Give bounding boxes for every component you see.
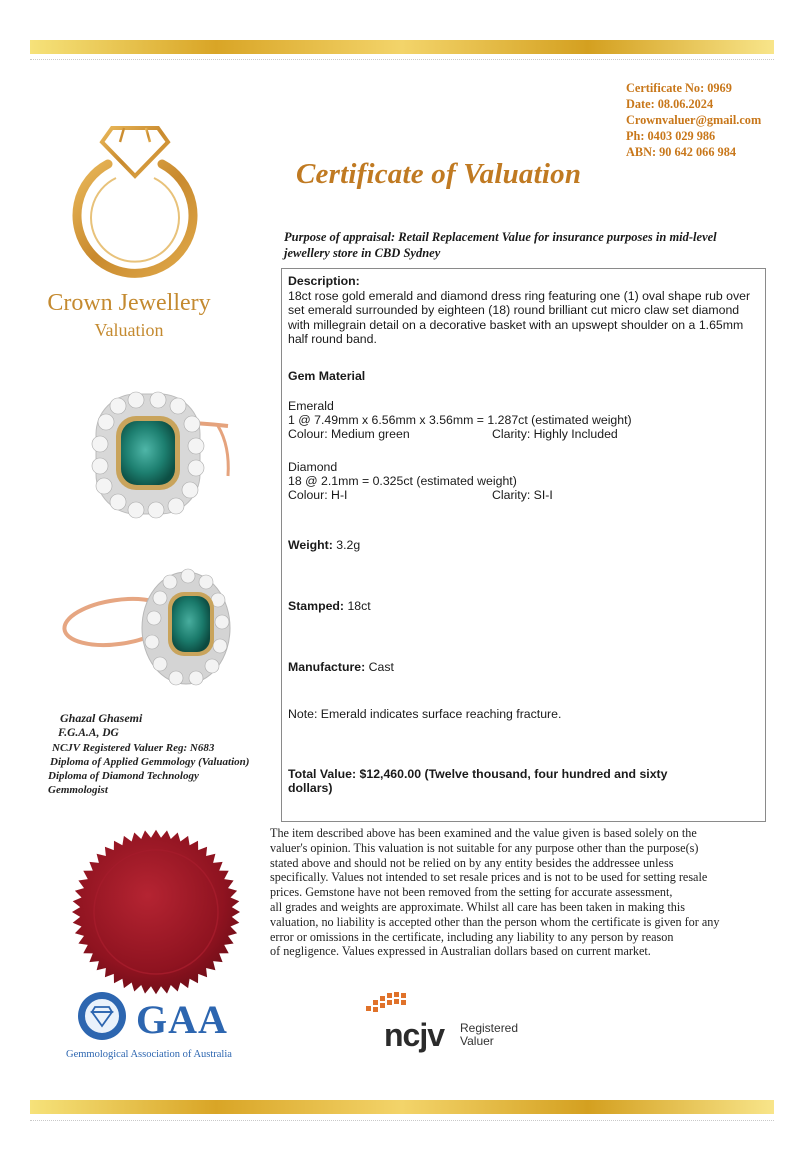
page-title: Certificate of Valuation <box>296 158 582 190</box>
manufacture-row <box>288 660 758 674</box>
valuer-registration: NCJV Registered Valuer Reg: N683 <box>52 742 215 754</box>
ncjv-wordmark: ncjv <box>384 1017 445 1053</box>
valuer-quals: F.G.A.A, DG <box>58 727 119 739</box>
emerald-block <box>288 399 758 441</box>
gaa-full-name: Gemmological Association of Australia <box>66 1049 232 1060</box>
diamond-name: Diamond <box>288 460 338 474</box>
emerald-clarity: Clarity: Highly Included <box>492 427 618 441</box>
description-heading: Description: <box>288 274 360 288</box>
disclaimer-line: prices. Gemstone have not been removed from the setting for accurate assessment, <box>270 885 673 900</box>
weight-label: Weight: <box>288 538 333 552</box>
appraisal-purpose: Purpose of appraisal: Retail Replacement Value for insurance purposes in mid-level jewellery store in CBD Sydney <box>284 230 717 260</box>
ncjv-registered: Registered <box>460 1021 519 1035</box>
gaa-logo-text: GAA <box>136 997 228 1042</box>
ncjv-valuer: Valuer <box>460 1034 494 1048</box>
disclaimer-text <box>270 826 770 959</box>
valuer-diploma-diamond: Diploma of Diamond Technology <box>48 770 199 782</box>
bottom-dotted-rule <box>30 1120 774 1121</box>
ring-side-photo <box>58 562 234 700</box>
weight-value: 3.2g <box>332 538 361 552</box>
description-section <box>288 274 758 347</box>
gem-material-heading: Gem Material <box>288 369 366 383</box>
brand-subtitle: Valuation <box>94 320 164 340</box>
disclaimer-line: specifically. Values not intended to set resale prices and is not to be used for setting resale <box>270 870 708 885</box>
description-text: 18ct rose gold emerald and diamond dress ring featuring one (1) oval shape rub over set emerald surrounded by eighteen (18) round brilliant cut micro claw set diamond with millegrain detail on a decorative basket with an upswept shoulder on a 1.65mm half round band. <box>288 288 751 346</box>
valuer-name: Ghazal Ghasemi <box>60 711 143 725</box>
top-dotted-rule <box>30 59 774 60</box>
stamped-label: Stamped: <box>288 599 345 613</box>
certificate-number: Certificate No: 0969 <box>626 81 732 95</box>
top-gold-bar <box>30 40 774 54</box>
note-text: Note: Emerald indicates surface reaching fracture. <box>288 707 562 721</box>
certificate-email: Crownvaluer@gmail.com <box>626 113 762 127</box>
total-value-line2: dollars) <box>288 781 333 795</box>
manufacture-label: Manufacture: <box>288 660 366 674</box>
valuer-role: Gemmologist <box>48 784 108 796</box>
disclaimer-line: valuer's opinion. This valuation is not suitable for any purpose other than the purpose(s) <box>270 840 699 855</box>
valuation-details-box <box>281 268 766 822</box>
disclaimer-line: valuation, no liability is accepted other than the person whom the certificate is given for any <box>270 914 720 929</box>
weight-row <box>288 538 758 552</box>
diamond-colour: Colour: H-I <box>288 488 348 502</box>
certificate-date: Date: 08.06.2024 <box>626 97 714 111</box>
disclaimer-line: stated above and should not be relied on by any entity besides the addressee unless <box>270 855 674 870</box>
disclaimer-line: error or omissions in the certificate, including any liability to any person by reason <box>270 929 674 944</box>
stamped-value: 18ct <box>344 599 371 613</box>
emerald-detail: 1 @ 7.49mm x 6.56mm x 3.56mm = 1.287ct (estimated weight) <box>288 413 632 427</box>
bottom-gold-bar <box>30 1100 774 1114</box>
crown-ring-logo-icon <box>60 114 210 289</box>
emerald-colour: Colour: Medium green <box>288 427 410 441</box>
valuer-diploma-applied: Diploma of Applied Gemmology (Valuation) <box>50 756 250 768</box>
disclaimer-line: of negligence. Values expressed in Australian dollars based on current market. <box>270 944 651 959</box>
emerald-name: Emerald <box>288 399 334 413</box>
certificate-phone: Ph: 0403 029 986 <box>626 129 716 143</box>
disclaimer-line: all grades and weights are approximate. Whilst all care has been taken in making this <box>270 899 686 914</box>
diamond-clarity: Clarity: SI-I <box>492 488 553 502</box>
stamped-row <box>288 599 758 613</box>
diamond-detail: 18 @ 2.1mm = 0.325ct (estimated weight) <box>288 474 517 488</box>
total-value <box>288 767 758 795</box>
certificate-info <box>626 80 761 160</box>
red-wax-seal-icon <box>56 826 256 998</box>
certificate-abn: ABN: 90 642 066 984 <box>626 145 736 159</box>
diamond-block <box>288 460 758 502</box>
brand-name: Crown Jewellery <box>47 290 211 316</box>
ring-front-photo <box>78 386 238 536</box>
total-value-line1: Total Value: $12,460.00 (Twelve thousand, four hundred and sixty <box>288 767 668 781</box>
ncjv-registered-valuer <box>460 1022 518 1048</box>
manufacture-value: Cast <box>365 660 394 674</box>
disclaimer-line: The item described above has been examined and the value given is based solely on the <box>270 826 697 840</box>
